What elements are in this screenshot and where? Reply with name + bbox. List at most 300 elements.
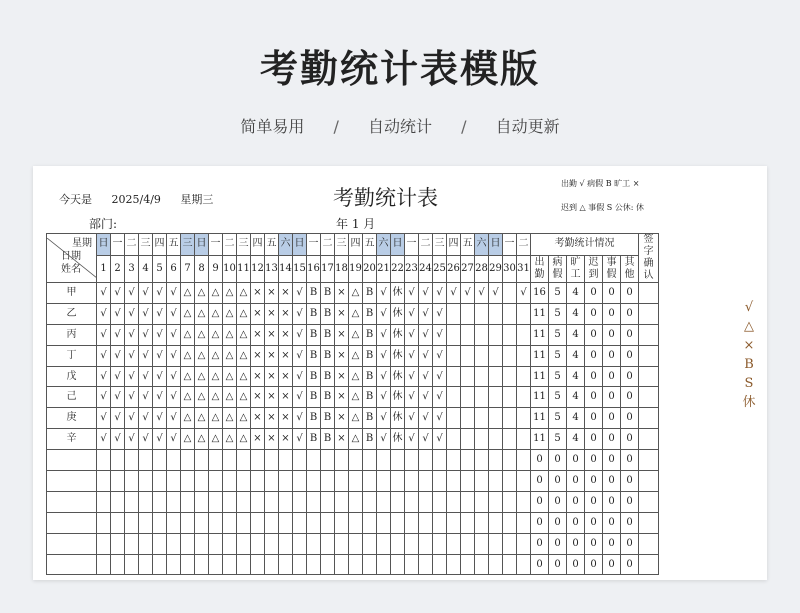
attendance-mark [447, 512, 461, 533]
attendance-mark [489, 533, 503, 554]
sign-cell [639, 471, 659, 492]
attendance-mark: √ [111, 345, 125, 366]
attendance-mark [97, 512, 111, 533]
attendance-mark: √ [377, 429, 391, 450]
stat-value: 0 [531, 533, 549, 554]
stat-value: 0 [585, 283, 603, 304]
attendance-mark [503, 429, 517, 450]
attendance-mark [167, 533, 181, 554]
attendance-mark [167, 471, 181, 492]
day-number-cell: 22 [391, 255, 405, 282]
attendance-mark [251, 512, 265, 533]
stat-value: 0 [621, 491, 639, 512]
attendance-mark [475, 408, 489, 429]
attendance-mark [503, 324, 517, 345]
attendance-mark [391, 533, 405, 554]
sign-cell [639, 491, 659, 512]
attendance-mark [405, 512, 419, 533]
day-number-cell: 3 [125, 255, 139, 282]
attendance-mark [503, 450, 517, 471]
attendance-mark [475, 450, 489, 471]
attendance-mark: B [321, 324, 335, 345]
attendance-mark: △ [237, 408, 251, 429]
attendance-mark [503, 366, 517, 387]
attendance-mark: √ [377, 303, 391, 324]
attendance-mark [223, 471, 237, 492]
attendance-mark: √ [405, 324, 419, 345]
stat-col-label: 病假 [552, 256, 563, 280]
attendance-mark: √ [125, 408, 139, 429]
attendance-mark [475, 324, 489, 345]
attendance-mark: √ [293, 366, 307, 387]
attendance-mark [265, 533, 279, 554]
attendance-mark: × [279, 408, 293, 429]
attendance-mark: √ [111, 429, 125, 450]
attendance-mark: √ [167, 408, 181, 429]
stat-value: 0 [549, 471, 567, 492]
stat-value: 0 [621, 283, 639, 304]
table-row [47, 303, 659, 324]
weekday-cell: 六 [377, 234, 391, 256]
attendance-mark [447, 345, 461, 366]
stat-header: 考勤统计情况 [531, 234, 639, 256]
stat-col-label: 事假 [606, 256, 617, 280]
attendance-mark [209, 554, 223, 575]
stat-value: 0 [585, 491, 603, 512]
sign-cell [639, 512, 659, 533]
attendance-mark: √ [293, 303, 307, 324]
corner-header [47, 234, 97, 283]
attendance-mark [181, 450, 195, 471]
attendance-mark [209, 450, 223, 471]
attendance-mark [447, 366, 461, 387]
attendance-mark: B [363, 303, 377, 324]
today-weekday: 星期三 [180, 193, 214, 206]
attendance-mark [279, 450, 293, 471]
day-number-cell: 5 [153, 255, 167, 282]
attendance-mark [503, 303, 517, 324]
stat-value: 0 [603, 408, 621, 429]
attendance-mark [349, 471, 363, 492]
sign-cell [639, 450, 659, 471]
attendance-mark [489, 471, 503, 492]
attendance-mark [321, 471, 335, 492]
stat-value: 0 [549, 554, 567, 575]
stat-value: 0 [621, 345, 639, 366]
weekday-cell: 五 [363, 234, 377, 256]
attendance-mark: △ [349, 283, 363, 304]
employee-name [47, 512, 97, 533]
stat-col-label: 出勤 [534, 256, 545, 280]
attendance-mark [97, 471, 111, 492]
attendance-mark: √ [139, 408, 153, 429]
attendance-mark: √ [377, 408, 391, 429]
stat-value: 0 [567, 471, 585, 492]
attendance-mark: √ [153, 303, 167, 324]
stat-value: 0 [585, 345, 603, 366]
stat-value: 5 [549, 303, 567, 324]
attendance-mark [97, 450, 111, 471]
stat-value: 11 [531, 429, 549, 450]
day-number-cell: 27 [461, 255, 475, 282]
stat-value: 0 [531, 554, 549, 575]
stat-value: 0 [531, 450, 549, 471]
stat-value: 0 [585, 554, 603, 575]
attendance-mark [181, 512, 195, 533]
attendance-mark: B [321, 345, 335, 366]
attendance-mark: × [265, 366, 279, 387]
attendance-mark [251, 471, 265, 492]
day-number-cell: 24 [419, 255, 433, 282]
attendance-mark: △ [349, 345, 363, 366]
attendance-mark: △ [349, 303, 363, 324]
attendance-mark [209, 491, 223, 512]
attendance-mark: △ [195, 366, 209, 387]
attendance-mark [405, 450, 419, 471]
stat-value: 0 [621, 324, 639, 345]
stat-value: 5 [549, 324, 567, 345]
attendance-mark [307, 471, 321, 492]
attendance-mark: B [307, 345, 321, 366]
stat-value: 0 [603, 324, 621, 345]
day-number-cell: 21 [377, 255, 391, 282]
sign-cell [639, 554, 659, 575]
attendance-mark [461, 471, 475, 492]
table-row [47, 429, 659, 450]
employee-name: 甲 [47, 283, 97, 304]
attendance-mark [475, 429, 489, 450]
weekday-cell: 四 [251, 234, 265, 256]
attendance-mark: B [307, 429, 321, 450]
attendance-mark: √ [433, 324, 447, 345]
attendance-mark: △ [237, 366, 251, 387]
attendance-mark: × [251, 324, 265, 345]
attendance-mark: × [335, 366, 349, 387]
attendance-mark [223, 533, 237, 554]
stat-value: 0 [585, 512, 603, 533]
weekday-cell: 三 [181, 234, 195, 256]
table-row [47, 387, 659, 408]
attendance-mark: B [307, 408, 321, 429]
attendance-mark [335, 512, 349, 533]
attendance-mark: B [307, 324, 321, 345]
attendance-mark: B [321, 366, 335, 387]
side-legend-symbol: √ [744, 300, 754, 315]
table-row [47, 366, 659, 387]
attendance-mark: √ [419, 345, 433, 366]
attendance-mark: △ [349, 324, 363, 345]
attendance-mark: △ [209, 387, 223, 408]
side-legend-symbol: S [744, 376, 754, 391]
hero-tags [0, 114, 800, 137]
attendance-mark [97, 554, 111, 575]
attendance-mark [461, 491, 475, 512]
attendance-mark: √ [433, 429, 447, 450]
attendance-mark: × [265, 429, 279, 450]
attendance-mark [153, 471, 167, 492]
stat-col-header [531, 255, 549, 282]
attendance-mark [447, 554, 461, 575]
attendance-mark: √ [153, 387, 167, 408]
corner-date-label: 日期 [61, 251, 81, 262]
attendance-mark [139, 533, 153, 554]
stat-value: 0 [549, 512, 567, 533]
day-number-cell: 20 [363, 255, 377, 282]
weekday-cell: 二 [517, 234, 531, 256]
attendance-mark [223, 450, 237, 471]
sign-cell [639, 533, 659, 554]
attendance-mark [363, 450, 377, 471]
weekday-cell: 五 [265, 234, 279, 256]
attendance-mark: B [363, 408, 377, 429]
attendance-mark [517, 512, 531, 533]
stat-value: 5 [549, 387, 567, 408]
attendance-mark [503, 345, 517, 366]
day-number-cell: 30 [503, 255, 517, 282]
stat-value: 4 [567, 345, 585, 366]
stat-value: 0 [567, 450, 585, 471]
attendance-mark [461, 450, 475, 471]
attendance-mark: × [265, 283, 279, 304]
side-legend-symbol: × [743, 338, 755, 353]
attendance-mark: √ [377, 345, 391, 366]
tag-separator: / [333, 117, 339, 136]
attendance-mark: 休 [391, 283, 405, 304]
attendance-mark: √ [125, 324, 139, 345]
employee-name: 丙 [47, 324, 97, 345]
attendance-mark: √ [405, 303, 419, 324]
stat-value: 11 [531, 387, 549, 408]
day-number-cell: 29 [489, 255, 503, 282]
employee-name [47, 533, 97, 554]
attendance-mark: √ [293, 387, 307, 408]
employee-name [47, 450, 97, 471]
attendance-mark [223, 512, 237, 533]
attendance-mark: √ [97, 345, 111, 366]
attendance-mark: × [251, 429, 265, 450]
stat-value: 0 [531, 491, 549, 512]
weekday-cell: 二 [125, 234, 139, 256]
attendance-mark [349, 554, 363, 575]
attendance-mark [503, 533, 517, 554]
attendance-mark: √ [405, 283, 419, 304]
attendance-mark: √ [461, 283, 475, 304]
attendance-mark [447, 408, 461, 429]
stat-value: 0 [603, 512, 621, 533]
stat-value: 5 [549, 408, 567, 429]
attendance-mark [237, 554, 251, 575]
day-number-cell: 12 [251, 255, 265, 282]
attendance-mark [461, 512, 475, 533]
attendance-mark: △ [195, 345, 209, 366]
attendance-mark [111, 491, 125, 512]
attendance-mark [181, 491, 195, 512]
attendance-mark: △ [349, 366, 363, 387]
attendance-mark [475, 554, 489, 575]
attendance-mark: √ [433, 408, 447, 429]
sign-header-text: 签字确认 [643, 234, 654, 281]
attendance-mark: √ [419, 387, 433, 408]
attendance-mark [517, 303, 531, 324]
attendance-mark [503, 491, 517, 512]
stat-col-header [585, 255, 603, 282]
attendance-mark [475, 387, 489, 408]
attendance-mark [153, 491, 167, 512]
attendance-mark: √ [167, 303, 181, 324]
side-legend-symbol: 休 [742, 395, 756, 410]
attendance-mark [139, 512, 153, 533]
attendance-mark: √ [153, 408, 167, 429]
attendance-mark [461, 366, 475, 387]
stat-value: 0 [621, 387, 639, 408]
day-number-cell: 8 [195, 255, 209, 282]
attendance-mark: √ [125, 345, 139, 366]
weekday-cell: 日 [391, 234, 405, 256]
attendance-mark: × [279, 345, 293, 366]
stat-value: 0 [585, 471, 603, 492]
today-label: 今天是 [59, 193, 92, 206]
stat-value: 0 [531, 512, 549, 533]
weekday-cell: 五 [461, 234, 475, 256]
weekday-cell: 六 [279, 234, 293, 256]
attendance-mark: √ [97, 324, 111, 345]
attendance-mark: △ [181, 345, 195, 366]
attendance-mark [293, 471, 307, 492]
stat-value: 0 [585, 324, 603, 345]
stat-value: 0 [621, 366, 639, 387]
attendance-mark [153, 512, 167, 533]
day-number-cell: 28 [475, 255, 489, 282]
attendance-mark [433, 533, 447, 554]
attendance-mark: × [279, 429, 293, 450]
attendance-mark: √ [293, 408, 307, 429]
stat-value: 11 [531, 408, 549, 429]
day-number-cell: 16 [307, 255, 321, 282]
attendance-mark [111, 450, 125, 471]
attendance-mark: √ [125, 366, 139, 387]
attendance-mark [377, 512, 391, 533]
attendance-mark: × [279, 283, 293, 304]
attendance-mark [125, 491, 139, 512]
tag-separator: / [461, 117, 467, 136]
sign-cell [639, 429, 659, 450]
stat-value: 0 [621, 429, 639, 450]
attendance-mark: △ [209, 429, 223, 450]
attendance-mark [461, 429, 475, 450]
stat-value: 0 [531, 471, 549, 492]
attendance-mark [265, 491, 279, 512]
stat-value: 4 [567, 303, 585, 324]
attendance-mark: × [251, 366, 265, 387]
attendance-mark [489, 303, 503, 324]
stat-value: 0 [603, 366, 621, 387]
attendance-mark: √ [517, 283, 531, 304]
attendance-mark: △ [237, 345, 251, 366]
stat-value: 4 [567, 366, 585, 387]
attendance-mark [405, 554, 419, 575]
stat-col-header [603, 255, 621, 282]
day-number-cell: 11 [237, 255, 251, 282]
table-row [47, 324, 659, 345]
attendance-mark: B [321, 303, 335, 324]
attendance-mark: √ [111, 324, 125, 345]
attendance-mark: √ [405, 366, 419, 387]
attendance-mark: √ [405, 408, 419, 429]
attendance-mark: 休 [391, 408, 405, 429]
attendance-mark: B [363, 324, 377, 345]
stat-col-header [549, 255, 567, 282]
stat-value: 0 [567, 491, 585, 512]
attendance-mark: √ [433, 283, 447, 304]
attendance-mark [517, 366, 531, 387]
attendance-mark: √ [139, 283, 153, 304]
table-row [47, 283, 659, 304]
attendance-mark [419, 554, 433, 575]
attendance-mark: △ [223, 345, 237, 366]
attendance-mark: × [251, 345, 265, 366]
attendance-mark [279, 533, 293, 554]
attendance-mark [363, 471, 377, 492]
attendance-mark: × [279, 303, 293, 324]
attendance-mark: √ [405, 387, 419, 408]
attendance-mark [111, 471, 125, 492]
attendance-mark: 休 [391, 324, 405, 345]
attendance-mark: √ [405, 345, 419, 366]
attendance-mark: △ [349, 387, 363, 408]
attendance-mark: △ [237, 387, 251, 408]
stat-value: 5 [549, 283, 567, 304]
attendance-mark: √ [125, 283, 139, 304]
attendance-mark [195, 471, 209, 492]
attendance-mark [349, 512, 363, 533]
attendance-mark [475, 366, 489, 387]
attendance-mark: △ [195, 387, 209, 408]
attendance-mark: △ [223, 408, 237, 429]
stat-col-label: 其他 [624, 256, 635, 280]
attendance-mark: √ [489, 283, 503, 304]
day-number-cell: 2 [111, 255, 125, 282]
attendance-mark [237, 450, 251, 471]
sign-cell [639, 345, 659, 366]
stat-value: 0 [603, 533, 621, 554]
attendance-mark [139, 554, 153, 575]
weekday-cell: 四 [349, 234, 363, 256]
attendance-mark [475, 471, 489, 492]
attendance-mark: √ [419, 366, 433, 387]
attendance-mark: △ [181, 283, 195, 304]
attendance-mark [391, 554, 405, 575]
attendance-mark: 休 [391, 303, 405, 324]
attendance-mark [447, 491, 461, 512]
attendance-mark: √ [139, 324, 153, 345]
attendance-mark: √ [111, 303, 125, 324]
stat-value: 5 [549, 345, 567, 366]
legend-line-2: 迟到 △ 事假 S 公休: 休 [561, 203, 645, 212]
attendance-mark [433, 471, 447, 492]
attendance-mark: √ [139, 303, 153, 324]
attendance-mark: × [251, 283, 265, 304]
attendance-mark: B [307, 387, 321, 408]
attendance-mark [489, 512, 503, 533]
attendance-mark: √ [139, 345, 153, 366]
attendance-mark: √ [377, 366, 391, 387]
month-label: 年 1 月 [336, 217, 376, 231]
stat-value: 4 [567, 408, 585, 429]
attendance-mark [139, 450, 153, 471]
weekday-cell: 一 [209, 234, 223, 256]
attendance-mark: △ [181, 303, 195, 324]
tag-auto-update: 自动更新 [495, 117, 560, 136]
